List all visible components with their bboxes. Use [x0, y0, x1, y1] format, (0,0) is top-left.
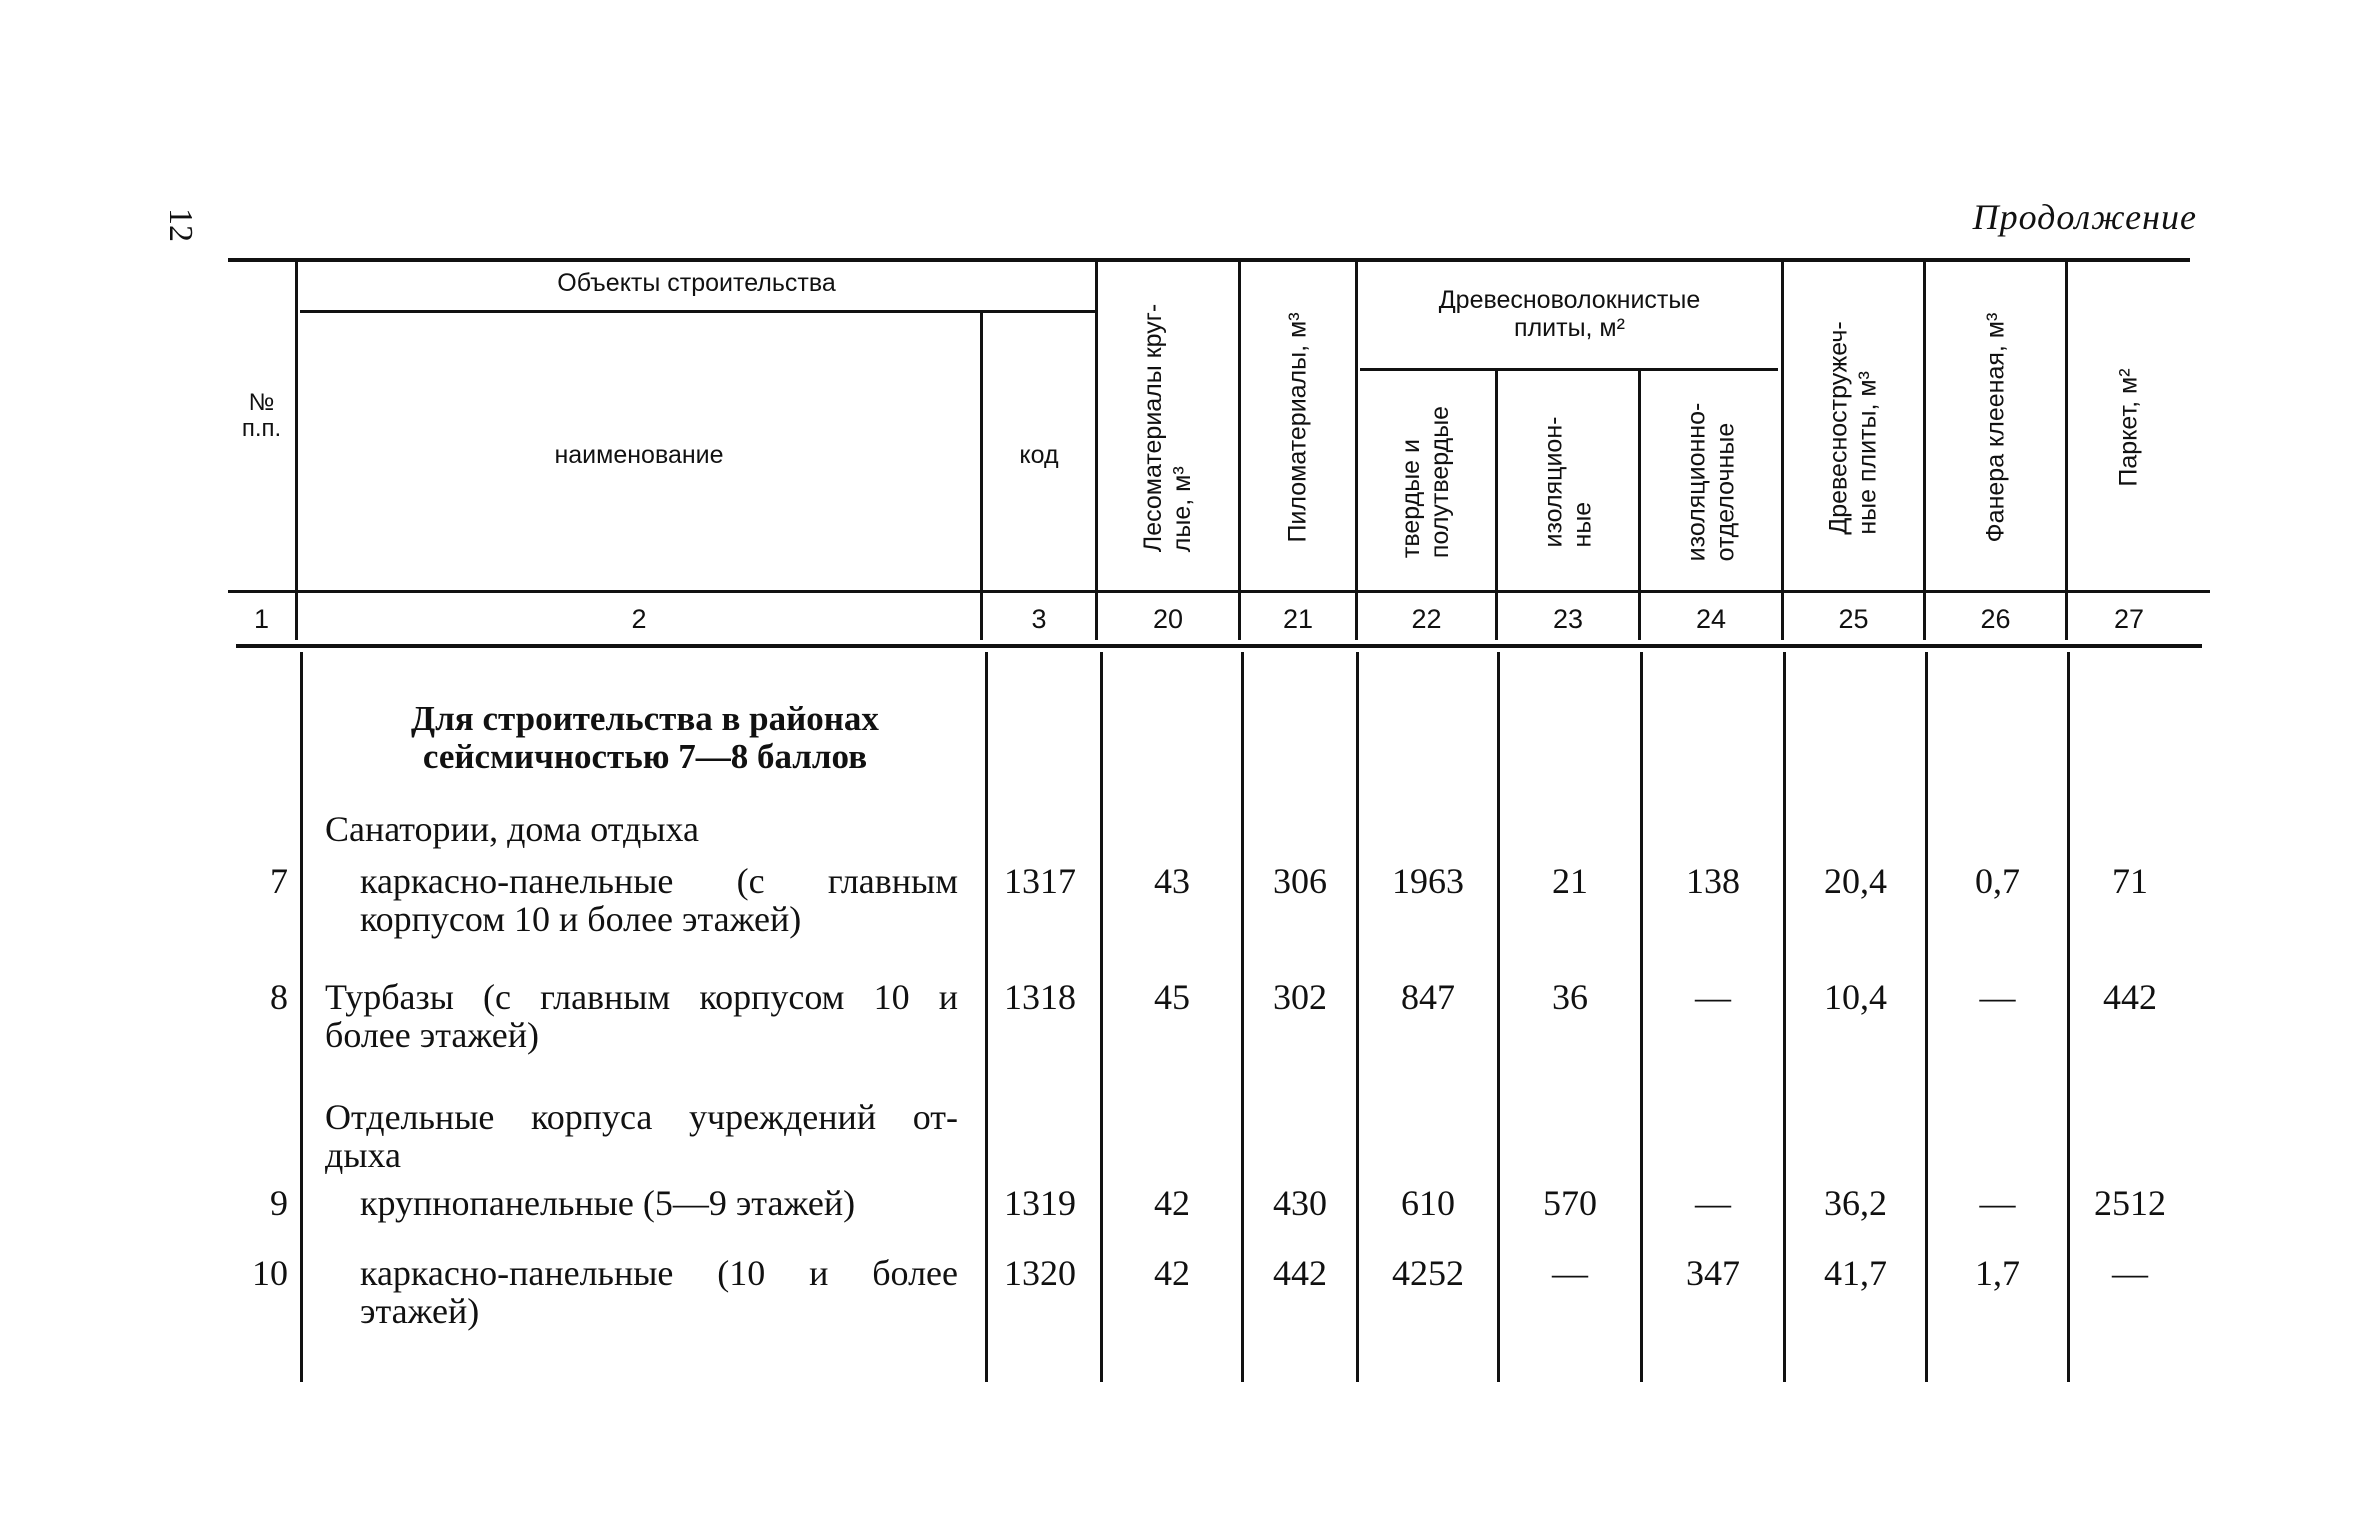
value-cell: —	[1979, 977, 2016, 1017]
col-number: 21	[1282, 604, 1314, 634]
value-cell: 4252	[1392, 1253, 1464, 1293]
value-cell: 45	[1154, 977, 1190, 1017]
code-cell: 1317	[1004, 861, 1076, 901]
value-cell: 20,4	[1824, 861, 1887, 901]
group-label-line: Отдельные корпуса учреждений от-	[325, 1097, 958, 1137]
col-number: 20	[1152, 604, 1184, 634]
group-label	[325, 1098, 958, 1136]
value-cell: 610	[1401, 1183, 1455, 1223]
name-header: наименование	[554, 441, 724, 469]
value-cell: 42	[1154, 1253, 1190, 1293]
fiberboard-group-header: Древесноволокнистые плиты, м²	[1438, 286, 1701, 342]
header-bottom-rule	[228, 590, 2210, 593]
value-cell: —	[1552, 1253, 1588, 1293]
value-cell: 1,7	[1975, 1253, 2020, 1293]
value-cell: 43	[1154, 861, 1190, 901]
value-cell: —	[1979, 1183, 2016, 1223]
code-cell: 1319	[1004, 1183, 1076, 1223]
section-title-line: сейсмичностью 7—8 баллов	[422, 737, 868, 776]
table-top-rule	[228, 258, 2190, 262]
fiberboard-underline	[1360, 368, 1778, 371]
value-cell: 442	[1273, 1253, 1327, 1293]
col-number-header: № п.п.	[241, 389, 282, 442]
row-name	[360, 1254, 958, 1292]
row-number: 7	[270, 861, 288, 901]
insulating-header: изоляцион- ные	[1538, 416, 1596, 548]
value-cell: 1963	[1392, 861, 1464, 901]
section-title	[320, 700, 970, 776]
row-name-line: каркасно-панельные (10 и более	[360, 1253, 958, 1293]
value-cell: 2512	[2094, 1183, 2166, 1223]
value-cell: 71	[2112, 861, 2148, 901]
row-name: крупнопанельные (5—9 этажей)	[360, 1183, 856, 1223]
particleboard-header: Древесностружеч- ные плиты, м³	[1824, 320, 1882, 535]
value-cell: 0,7	[1975, 861, 2020, 901]
value-cell: 41,7	[1824, 1253, 1887, 1293]
group-label-cont: дыха	[325, 1135, 402, 1175]
code-cell: 1318	[1004, 977, 1076, 1017]
value-cell: —	[2112, 1253, 2148, 1293]
row-number: 9	[270, 1183, 288, 1223]
row-name-cont: более этажей)	[325, 1015, 539, 1055]
col-number: 25	[1838, 604, 1869, 634]
value-cell: 847	[1401, 977, 1455, 1017]
col-number: 23	[1552, 604, 1584, 634]
header-double-rule	[236, 644, 2202, 648]
value-cell: —	[1695, 1183, 1731, 1223]
row-name-cont: этажей)	[360, 1291, 480, 1331]
roundwood-header: Лесоматериалы круг- лые, м³	[1139, 303, 1197, 552]
col-number: 27	[2113, 604, 2145, 634]
value-cell: 302	[1273, 977, 1327, 1017]
body-divider	[300, 652, 303, 1382]
insulating-finishing-header: изоляционно- отделочные	[1682, 402, 1739, 562]
sawn-header: Пиломатериалы, м³	[1283, 312, 1312, 543]
objects-underline	[300, 310, 1095, 313]
row-number: 10	[252, 1253, 288, 1293]
value-cell: 442	[2103, 977, 2157, 1017]
value-cell: 430	[1273, 1183, 1327, 1223]
row-name	[325, 978, 958, 1016]
col-number: 22	[1411, 604, 1442, 634]
value-cell: 306	[1273, 861, 1327, 901]
continuation-label: Продолжение	[1972, 197, 2197, 237]
col-number: 26	[1980, 604, 2011, 634]
row-number: 8	[270, 977, 288, 1017]
value-cell: 347	[1686, 1253, 1740, 1293]
row-name-cont: корпусом 10 и более этажей)	[360, 899, 802, 939]
page-number: 12	[162, 208, 199, 242]
value-cell: 36,2	[1824, 1183, 1887, 1223]
value-cell: 21	[1552, 861, 1588, 901]
value-cell: 42	[1154, 1183, 1190, 1223]
value-cell: 10,4	[1824, 977, 1887, 1017]
col-number: 24	[1695, 604, 1727, 634]
col-number: 3	[1031, 604, 1047, 634]
value-cell: —	[1695, 977, 1731, 1017]
group-label: Санатории, дома отдыха	[325, 809, 700, 849]
plywood-header: Фанера клееная, м³	[1981, 312, 2010, 543]
row-name	[360, 862, 958, 900]
col-number: 2	[631, 604, 647, 634]
value-cell: 570	[1543, 1183, 1597, 1223]
parquet-header: Паркет, м²	[2114, 368, 2143, 487]
code-header: код	[1019, 441, 1059, 469]
value-cell: 138	[1686, 861, 1740, 901]
objects-group-header: Объекты строительства	[557, 269, 836, 297]
col-number: 1	[253, 604, 270, 634]
row-name-line: Турбазы (с главным корпусом 10 и	[325, 977, 958, 1017]
section-title-line: Для строительства в районах	[411, 699, 879, 738]
value-cell: 36	[1552, 977, 1588, 1017]
code-cell: 1320	[1004, 1253, 1076, 1293]
row-name-line: каркасно-панельные (с главным	[360, 861, 958, 901]
hard-header: твердые и полутвердые	[1397, 405, 1455, 559]
